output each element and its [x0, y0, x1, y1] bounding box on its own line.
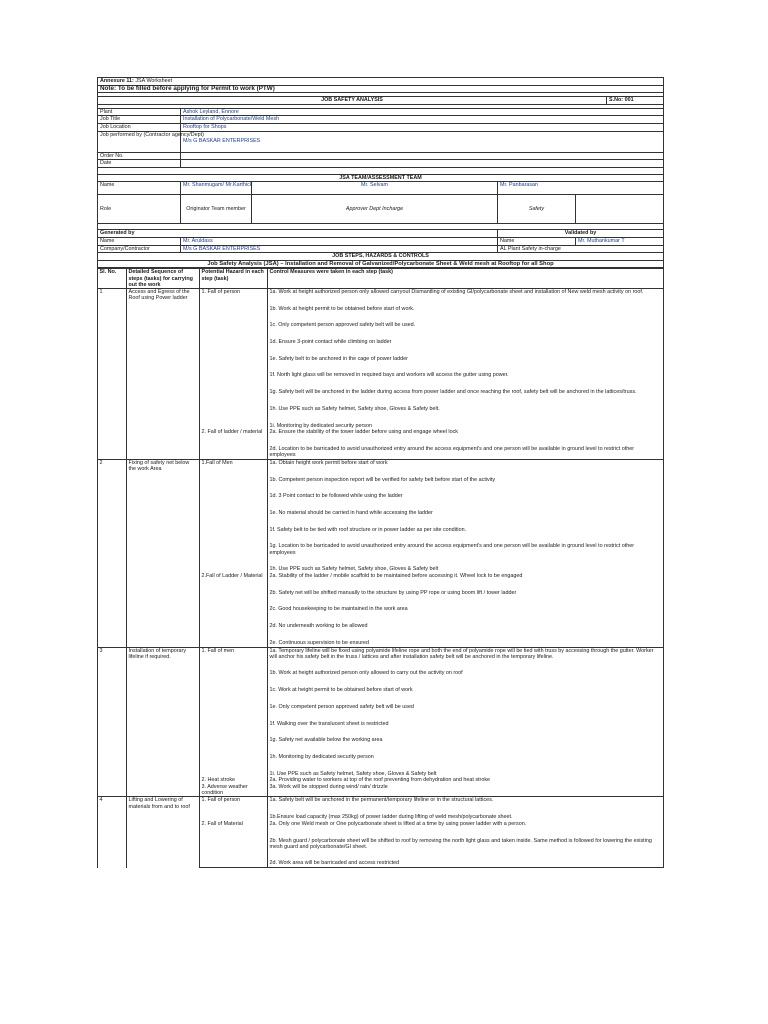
- control-measure: 1b. Work at height authorized person only allowed to carry out the activity on roof: [269, 670, 463, 677]
- control-cell: [268, 647, 664, 777]
- generated-name-label: Name: [98, 237, 181, 245]
- team-role-1: Originator Team member: [181, 195, 252, 224]
- team-name-label: Name: [98, 182, 181, 195]
- control-measure: 3a. Work will be stopped during wind/ rain/ drizzle: [269, 783, 388, 790]
- control-measure: 2d. Location to be barricaded to avoid unauthorized entry around the access equipment's and one person will be available in ground level to restrict other employees: [269, 445, 635, 459]
- team-heading: JSA TEAM/ASSESSMENT TEAM: [98, 174, 664, 182]
- control-measure: 2a. Stability of the ladder / mobile scaffold to be maintained before accessing it. Wheel lock to be engaged: [269, 572, 523, 579]
- hazard-cell: [200, 573, 268, 647]
- control-measure: 1f. North light glass will be removed in required bays and workers will access the gutter using power.: [269, 372, 509, 379]
- team-member-1: Mr. Shanmugam/ Mr.Karthick: [181, 182, 252, 195]
- date-label: Date: [98, 160, 181, 168]
- step-row: [98, 288, 664, 429]
- control-measure: 1h. Monitoring by dedicated security person: [269, 753, 374, 760]
- validated-role: AL Plant Safety in-charge: [498, 245, 664, 253]
- control-measure: 1a. Temporary lifeline will be fixed using polyamide lifeline rope and both the end of polyamide rope will be tied with truss by accessing through the gutter. Worker will anchor his safety belt in the truss / lattices and after installation safety belt will be anchored in the temporary lifeline.: [269, 647, 654, 660]
- jsa-title: JOB SAFETY ANALYSIS: [98, 97, 607, 105]
- step-number: 4: [98, 797, 127, 868]
- hazard-text: 2. Fall of ladder / material: [201, 429, 263, 436]
- company-label: Company/Contractor: [98, 245, 181, 253]
- step-task: Access and Egress of the Roof using Power ladder: [127, 288, 200, 459]
- team-role-label: Role: [98, 195, 181, 224]
- step-number: 1: [98, 288, 127, 459]
- job-steps-body: [98, 269, 664, 868]
- generated-by-label: Generated by: [98, 230, 498, 238]
- control-cell: [268, 288, 664, 429]
- team-member-3: Mr. Panbarasan: [498, 182, 664, 195]
- control-measure: 1b. Competent person inspection report will be verified for safety belt before start of the activity: [269, 476, 496, 483]
- jsa-worksheet: [97, 77, 663, 868]
- control-measure: 1b. Work at height permit to be obtained before start of work.: [269, 305, 415, 312]
- control-measure: 2a. Only one Weld mesh or One polycarbonate sheet is lifted at a time by using power ladder with a person.: [269, 820, 527, 827]
- control-measure: 2a. Ensure the stability of the tower ladder before using and engage wheel lock: [269, 429, 458, 436]
- control-cell: [268, 429, 664, 459]
- control-measure: 1i. Use PPE such as Safety helmet, Safety shoe, Gloves & Safety belt: [269, 770, 437, 777]
- step-number: 2: [98, 459, 127, 647]
- hazard-text: 1. Fall of person: [201, 797, 241, 804]
- control-measure: 1e. No material should be carried in hand while accessing the ladder: [269, 509, 433, 516]
- control-measure: 2d. Work area will be barricaded and access restricted: [269, 860, 400, 867]
- job-location-value: Rooftop for Shops: [181, 123, 664, 131]
- col-controls: Control Measures were taken in each step (task): [268, 269, 664, 289]
- hazard-cell: [200, 784, 268, 797]
- col-hazard: Potential Hazard in each step (task): [200, 269, 268, 289]
- control-cell: [268, 573, 664, 647]
- hazard-text: 2. Heat stroke: [201, 777, 236, 784]
- hazard-cell: [200, 459, 268, 573]
- step-task: Fixing of safety net below the work Area: [127, 459, 200, 647]
- control-measure: 2a. Providing water to workers at top of the roof preventing from dehydration and heat stroke: [269, 777, 491, 784]
- plant-value: Ashok Leyland, Ennore: [181, 108, 664, 116]
- performed-by-label: Job performed by (Contractor agency/Dept): [98, 131, 181, 152]
- control-measure: 1f. Safety belt to be tied with roof structure or in power ladder as per site condition.: [269, 526, 467, 533]
- team-role-3: Safety: [498, 195, 576, 224]
- step-row: [98, 459, 664, 573]
- validated-name-label: Name: [498, 237, 576, 245]
- jsa-subtitle: Job Safety Analysis (JSA) – Installation and Removal of Galvanized/Polycarbonate Sheet & Weld mesh at Rooftop for all Shop: [98, 260, 664, 268]
- step-row: [98, 797, 664, 821]
- team-member-2: Mr. Selvam: [252, 182, 498, 195]
- step-number: 3: [98, 647, 127, 797]
- control-measure: 1g. Safety belt will be anchored in the ladder during access from power ladder and once reaching the roof, safety belt will be anchored in the lattices/truss.: [269, 389, 637, 396]
- control-measure: 2c. Good housekeeping to be maintained in the work area: [269, 606, 408, 613]
- hazard-cell: [200, 821, 268, 868]
- control-measure: 2e. Continuous supervision to be ensured: [269, 639, 369, 646]
- generated-name-value: Mr. Aruldass: [181, 237, 498, 245]
- control-measure: 1h. Use PPE such as Safety helmet, Safety shoe, Gloves & Safety belt.: [269, 405, 440, 412]
- control-measure: 1a. Safety belt will be anchored in the permanent/temporary lifeline or in the structural lattices.: [269, 797, 494, 804]
- control-measure: 1e. Safety belt to be anchored in the cage of power ladder: [269, 355, 408, 362]
- company-value: M/s G BASKAR ENTERPRISES: [181, 245, 498, 253]
- annexure-label: Annexure 11: JSA Worksheet: [98, 78, 664, 86]
- order-no-label: Order No.: [98, 152, 181, 160]
- job-steps-table: [97, 268, 664, 868]
- control-measure: 1c. Work at height permit to be obtained before start of work: [269, 687, 413, 694]
- control-cell: [268, 784, 664, 797]
- control-cell: [268, 459, 664, 573]
- control-measure: 1h. Use PPE such as Safety helmet, Safety shoe, Gloves & Safety belt: [269, 566, 439, 573]
- col-task-sequence: Detailed Sequence of steps (tasks) for carrying out the work: [127, 269, 200, 289]
- control-measure: 1g. Location to be barricaded to avoid unauthorized entry around the access equipment's and one person will be available in ground level to restrict other employees: [269, 543, 635, 556]
- step-task: Lifting and Lowering of materials from and to roof: [127, 797, 200, 868]
- control-measure: 1i. Monitoring by dedicated security person: [269, 422, 372, 429]
- hazard-text: 1. Fall of men: [201, 647, 235, 654]
- hazard-text: 3. Adverse weather condition: [201, 783, 248, 796]
- control-measure: 1b.Ensure load capacity (max 250kg) of power ladder during lifting of weld mesh/polycarbonate sheet.: [269, 814, 513, 821]
- job-title-value: Installation of Polycarbonate/Weld Mesh: [181, 116, 664, 124]
- serial-number: S.No: 001: [607, 97, 664, 105]
- hazard-cell: [200, 647, 268, 777]
- control-measure: 1d. Ensure 3-point contact while climbing on ladder: [269, 339, 392, 346]
- validated-name-value: Mr. Muthankumar T: [576, 237, 664, 245]
- hazard-text: 2.Fall of Ladder / Material: [201, 572, 263, 579]
- validated-by-label: Validated by: [498, 230, 664, 238]
- control-cell: [268, 821, 664, 868]
- control-measure: 1c. Only competent person approved safety belt will be used.: [269, 322, 416, 329]
- control-measure: 2b. Mesh guard / polycarbonate sheet will be shifted to roof by removing the north light glass and taken inside. Same method is followed for lowering the existing mesh guard and polycarbonate/GI sheet.: [269, 837, 652, 850]
- hazard-text: 1.Fall of Men: [201, 459, 233, 466]
- control-measure: 1a. Obtain height work permit before start of work: [269, 459, 388, 466]
- control-measure: 2b. Safety net will be shifted manually to the structure by using PP rope or using boom lift / tower ladder: [269, 589, 517, 596]
- control-measure: 1f. Walking over the translucent sheet is restricted: [269, 720, 389, 727]
- col-sl-no: Sl. No.: [98, 269, 127, 289]
- performed-by-value: M/s G BASKAR ENTERPRISES: [181, 131, 664, 152]
- control-cell: [268, 797, 664, 821]
- team-role-2: Approver Dept Incharge: [252, 195, 498, 224]
- job-title-label: Job Title: [98, 116, 181, 124]
- jsa-header-table: [97, 77, 664, 268]
- control-measure: 1a. Work at height authorized person only allowed carryout Dismantling of existing GI/polycarbonate sheet and installation of New weld mesh activity on roof.: [269, 288, 644, 295]
- job-location-label: Job Location: [98, 123, 181, 131]
- ptw-note: Note: To be filled before applying for Permit to work (PTW): [98, 85, 664, 93]
- step-task: Installation of temporary lifeline if required.: [127, 647, 200, 797]
- step-row: [98, 647, 664, 777]
- hazard-cell: [200, 288, 268, 429]
- hazard-text: 1. Fall of person: [201, 288, 241, 295]
- control-measure: 2d. No underneath working to be allowed: [269, 623, 368, 630]
- hazard-cell: [200, 429, 268, 459]
- hazard-text: 2. Fall of Material: [201, 820, 243, 827]
- hazard-cell: [200, 797, 268, 821]
- control-measure: 1g. Safety net available below the working area: [269, 737, 383, 744]
- steps-heading: JOB STEPS, HAZARDS & CONTROLS: [98, 253, 664, 261]
- control-measure: 1d. 3 Point contact to be followed while using the ladder: [269, 493, 403, 500]
- plant-label: Plant: [98, 108, 181, 116]
- control-measure: 1e. Only competent person approved safety belt will be used: [269, 703, 414, 710]
